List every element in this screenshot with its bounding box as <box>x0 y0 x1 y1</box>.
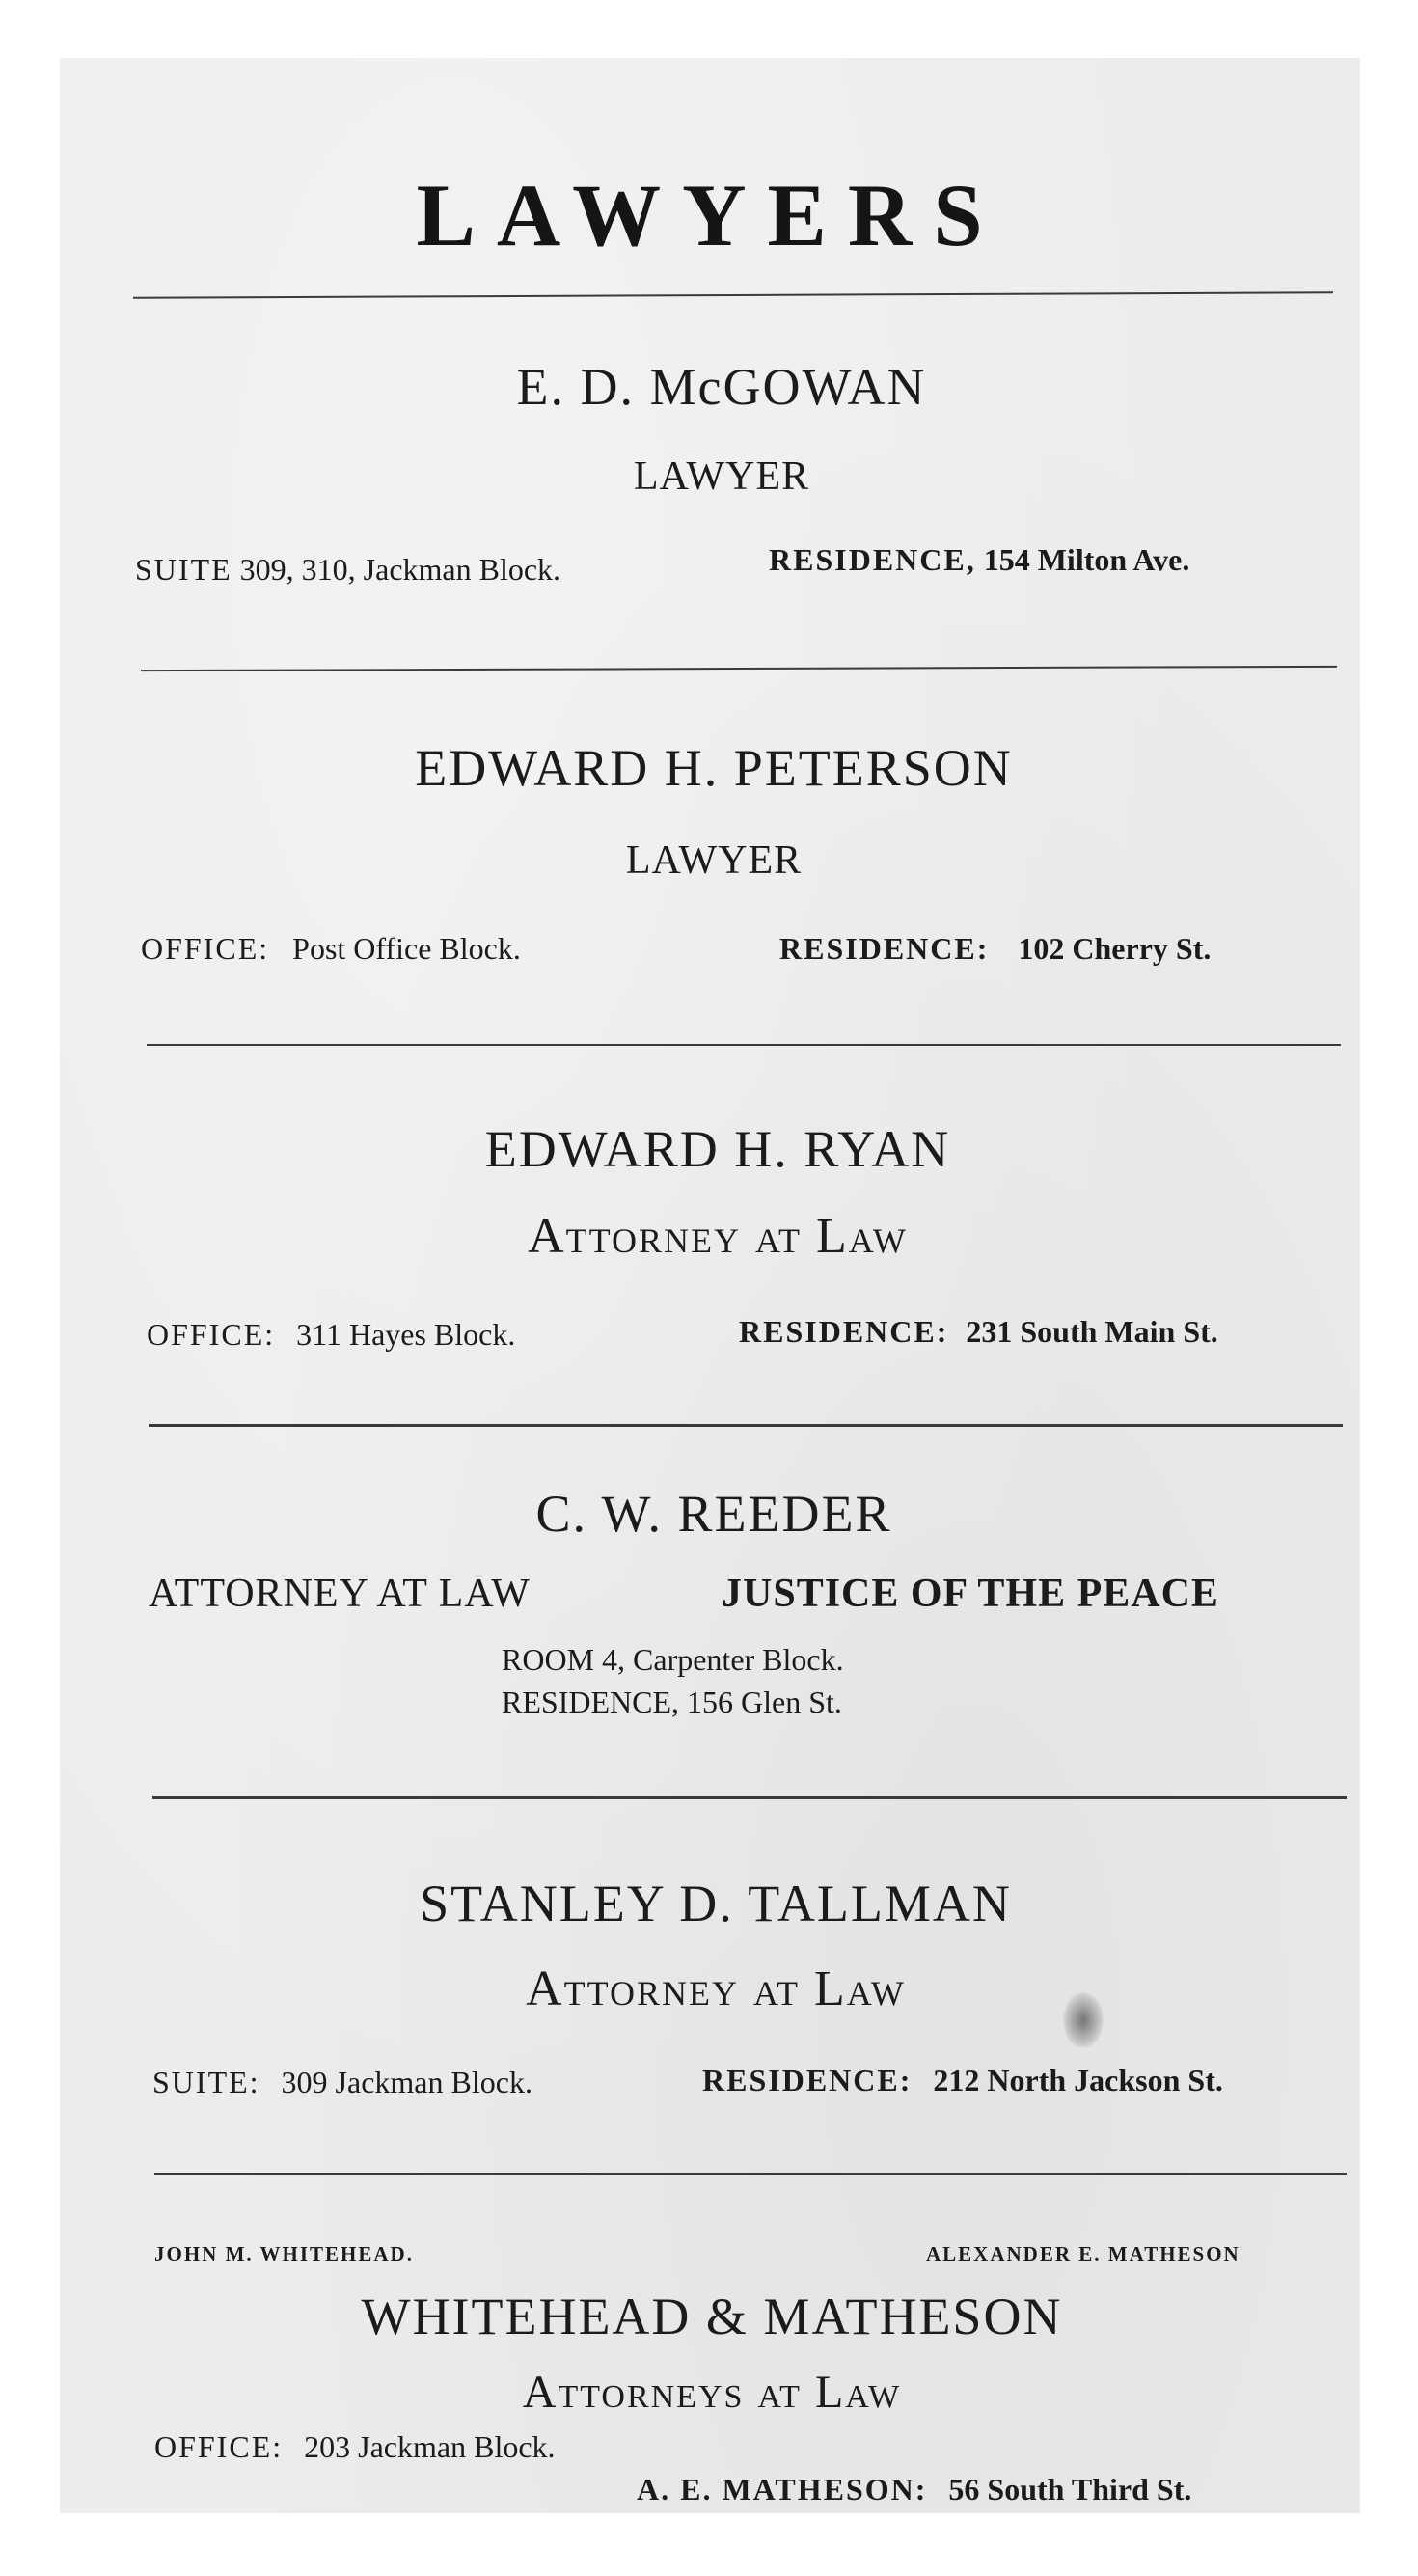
partner-left: JOHN M. WHITEHEAD. <box>154 2242 414 2265</box>
entry-residence-line <box>702 2063 1223 2098</box>
residence-value: 231 South Main St. <box>966 1314 1218 1349</box>
office-label: OFFICE: <box>147 1317 276 1352</box>
entry-residence-line <box>769 542 1189 578</box>
entry-role: Attorneys at Law <box>522 2367 902 2418</box>
divider-rule <box>154 2173 1347 2175</box>
entry-role-justice: JUSTICE OF THE PEACE <box>722 1572 1219 1616</box>
office-label: OFFICE: <box>154 2429 284 2464</box>
residence-value: 56 South Third St. <box>948 2472 1192 2507</box>
entry-name: STANLEY D. TALLMAN <box>420 1875 1012 1932</box>
divider-rule <box>149 1424 1343 1427</box>
residence-value: 102 Cherry St. <box>1018 931 1212 966</box>
entry-role-attorney: ATTORNEY AT LAW <box>149 1572 531 1616</box>
divider-rule <box>152 1796 1347 1799</box>
office-value: 203 Jackman Block. <box>304 2429 556 2464</box>
residence-value: 212 North Jackson St. <box>933 2063 1223 2097</box>
residence-value: 154 Milton Ave. <box>983 542 1190 577</box>
entry-role: LAWYER <box>625 838 803 883</box>
office-label: SUITE <box>135 552 232 587</box>
office-label: SUITE: <box>152 2065 260 2099</box>
entry-role: LAWYER <box>633 454 810 499</box>
directory-page <box>60 58 1360 2513</box>
entry-residence-line <box>779 931 1211 967</box>
entry-office-line <box>135 552 560 588</box>
entry-role: Attorney at Law <box>526 1961 906 2016</box>
entry-residence-line <box>739 1314 1218 1350</box>
entry-office-line <box>154 2429 556 2465</box>
residence-label: A. E. MATHESON: <box>637 2472 928 2507</box>
divider-rule <box>141 666 1337 671</box>
entry-room-line: ROOM 4, Carpenter Block. <box>502 1642 844 1677</box>
partner-right: ALEXANDER E. MATHESON <box>926 2242 1241 2265</box>
office-value: Post Office Block. <box>292 931 521 966</box>
office-value: 311 Hayes Block. <box>296 1317 516 1352</box>
entry-office-line <box>147 1317 515 1353</box>
residence-label: RESIDENCE: <box>739 1314 949 1349</box>
entry-name: WHITEHEAD & MATHESON <box>361 2288 1063 2345</box>
entry-name: E. D. McGOWAN <box>516 358 927 416</box>
entry-residence-line: RESIDENCE, 156 Glen St. <box>502 1685 842 1719</box>
residence-label: RESIDENCE: <box>702 2063 913 2097</box>
residence-label: RESIDENCE: <box>779 931 990 966</box>
office-label: OFFICE: <box>141 931 270 966</box>
entry-office-line <box>152 2065 532 2100</box>
ink-smudge <box>1063 1992 1104 2048</box>
title-rule <box>133 291 1333 298</box>
entry-name: EDWARD H. PETERSON <box>415 739 1013 797</box>
divider-rule <box>147 1044 1341 1046</box>
office-value: 309, 310, Jackman Block. <box>239 552 561 587</box>
page-title: LAWYERS <box>416 166 1004 264</box>
entry-residence-line <box>637 2472 1191 2507</box>
entry-name: EDWARD H. RYAN <box>484 1120 951 1178</box>
entry-name: C. W. REEDER <box>535 1485 892 1543</box>
entry-office-line <box>141 931 521 967</box>
office-value: 309 Jackman Block. <box>281 2065 532 2099</box>
residence-label: RESIDENCE, <box>769 542 976 577</box>
entry-role: Attorney at Law <box>528 1209 908 1264</box>
